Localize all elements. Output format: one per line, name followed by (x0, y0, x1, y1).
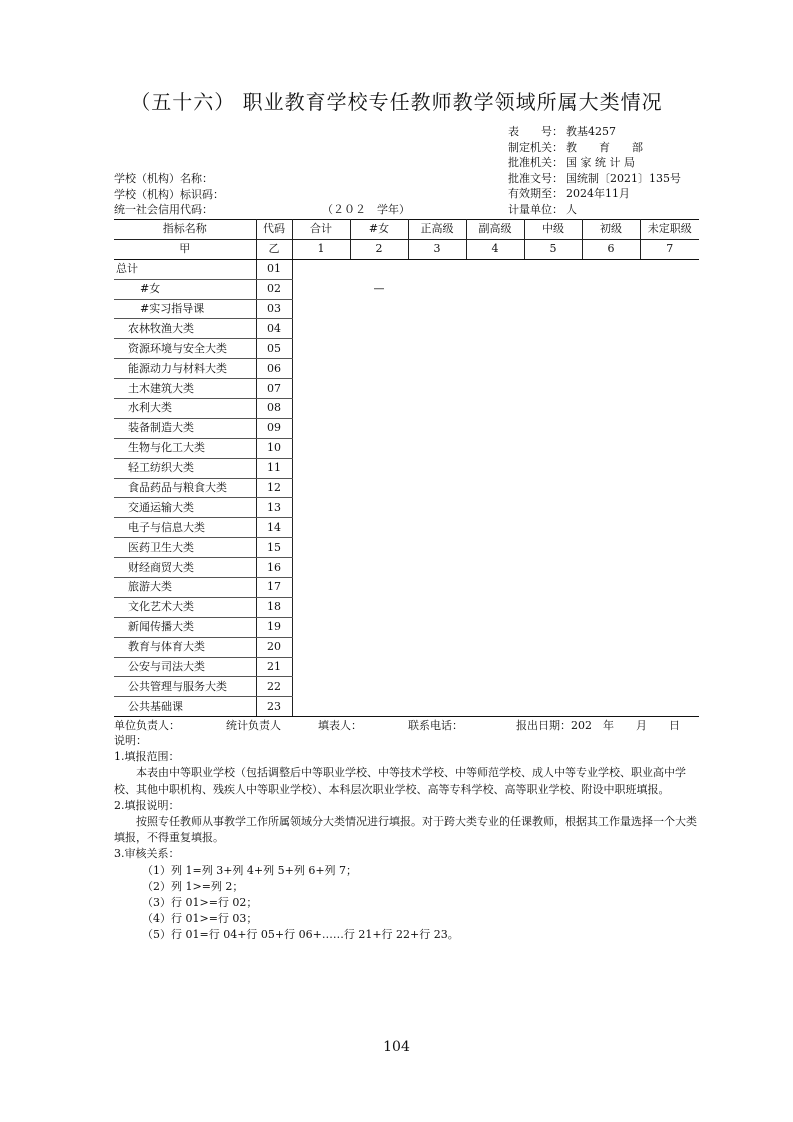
data-cell[interactable] (466, 498, 524, 518)
data-cell[interactable] (640, 518, 699, 538)
data-cell[interactable] (524, 518, 582, 538)
row-code: 09 (256, 418, 292, 438)
indicator-name: 公共基础课 (114, 697, 256, 717)
table-row (114, 578, 699, 598)
table-row (114, 617, 699, 637)
data-cell[interactable] (582, 438, 640, 458)
meta-value: 2024年11月 (566, 187, 630, 200)
meta-label: 有效期至： (508, 187, 563, 200)
indicator-name: 电子与信息大类 (114, 518, 256, 538)
data-cell[interactable] (350, 259, 408, 279)
data-cell[interactable] (466, 379, 524, 399)
data-cell[interactable] (350, 538, 408, 558)
data-cell[interactable] (582, 379, 640, 399)
row-code: 01 (256, 259, 292, 279)
indicator-name: #实习指导课 (114, 299, 256, 319)
table-row (114, 518, 699, 538)
indicator-name: 公安与司法大类 (114, 657, 256, 677)
column-subheader: 4 (466, 239, 524, 259)
section-title: 3.审核关系： (114, 847, 180, 861)
data-cell[interactable] (408, 458, 466, 478)
meta-row (508, 202, 681, 218)
data-cell[interactable] (524, 617, 582, 637)
data-cell[interactable] (292, 478, 350, 498)
data-cell[interactable] (292, 379, 350, 399)
column-header: 代码 (256, 220, 292, 240)
table-row (114, 558, 699, 578)
table-row (114, 538, 699, 558)
column-header: 合计 (292, 220, 350, 240)
row-code: 10 (256, 438, 292, 458)
data-cell[interactable] (582, 558, 640, 578)
meta-label: 制定机关： (508, 140, 563, 154)
row-code: 08 (256, 399, 292, 419)
data-cell[interactable] (350, 359, 408, 379)
table-row (114, 637, 699, 657)
table-row (114, 478, 699, 498)
meta-value: 国统制〔2021〕135号 (566, 171, 681, 185)
data-cell[interactable] (350, 578, 408, 598)
row-code: 04 (256, 319, 292, 339)
meta-label: 批准机关： (508, 156, 563, 169)
data-cell[interactable] (292, 458, 350, 478)
subheader-row (114, 239, 699, 259)
row-code: 03 (256, 299, 292, 319)
data-cell[interactable] (408, 697, 466, 717)
data-cell[interactable] (582, 697, 640, 717)
data-cell[interactable]: — (373, 282, 385, 296)
row-code: 14 (256, 518, 292, 538)
data-cell[interactable] (640, 617, 699, 637)
data-cell[interactable] (408, 399, 466, 419)
data-cell[interactable] (640, 637, 699, 657)
data-cell[interactable] (524, 418, 582, 438)
indicator-name: 旅游大类 (114, 578, 256, 598)
column-subheader: 7 (640, 239, 699, 259)
row-code: 11 (256, 458, 292, 478)
data-cell[interactable] (466, 657, 524, 677)
row-code: 23 (256, 697, 292, 717)
data-cell[interactable] (524, 458, 582, 478)
data-cell[interactable] (292, 538, 350, 558)
data-cell[interactable] (582, 518, 640, 538)
data-cell[interactable] (292, 359, 350, 379)
data-cell[interactable] (408, 538, 466, 558)
unit-head-label: 单位负责人： (114, 719, 180, 732)
data-cell[interactable] (466, 518, 524, 538)
column-header: 副高级 (466, 220, 524, 240)
data-cell[interactable] (408, 279, 466, 299)
column-subheader: 甲 (114, 239, 256, 259)
indicator-name: 农林牧渔大类 (114, 319, 256, 339)
data-cell[interactable] (640, 299, 699, 319)
indicator-name: #女 (114, 279, 256, 299)
data-cell[interactable] (640, 677, 699, 697)
indicator-name: 轻工纺织大类 (114, 458, 256, 478)
column-header: #女 (350, 220, 408, 240)
data-cell[interactable] (524, 379, 582, 399)
indicator-name: 资源环境与安全大类 (114, 339, 256, 359)
indicator-name: 交通运输大类 (114, 498, 256, 518)
check-rule: （1）列 1=列 3+列 4+列 5+列 6+列 7； (142, 863, 358, 877)
data-cell[interactable] (292, 518, 350, 538)
phone-label: 联系电话： (408, 719, 463, 732)
data-cell[interactable] (640, 339, 699, 359)
table-row (114, 259, 699, 279)
data-cell[interactable] (524, 478, 582, 498)
column-header: 初级 (582, 220, 640, 240)
data-cell[interactable] (466, 578, 524, 598)
column-subheader: 乙 (256, 239, 292, 259)
section-title: 1.填报范围： (114, 750, 180, 764)
section-title: 2.填报说明： (114, 798, 180, 812)
meta-value: 教基4257 (566, 125, 616, 138)
credit-code-label: 统一社会信用代码： (114, 203, 213, 216)
data-cell[interactable] (524, 677, 582, 697)
filler-label: 填表人： (318, 719, 362, 732)
data-cell[interactable] (350, 379, 408, 399)
data-cell[interactable] (292, 438, 350, 458)
table-row (114, 379, 699, 399)
data-cell[interactable] (292, 657, 350, 677)
form-meta-right (508, 124, 681, 217)
row-code: 13 (256, 498, 292, 518)
indicator-name: 公共管理与服务大类 (114, 677, 256, 697)
data-cell[interactable] (350, 458, 408, 478)
table-row (114, 279, 699, 299)
table-row (114, 458, 699, 478)
data-cell[interactable] (524, 697, 582, 717)
data-cell[interactable] (408, 299, 466, 319)
data-cell[interactable] (640, 578, 699, 598)
column-header: 指标名称 (114, 220, 256, 240)
check-rule: （3）行 01>=行 02； (142, 896, 258, 910)
data-cell[interactable] (408, 657, 466, 677)
data-cell[interactable] (466, 319, 524, 339)
data-cell[interactable] (582, 637, 640, 657)
data-cell[interactable] (640, 379, 699, 399)
data-cell[interactable] (466, 339, 524, 359)
data-cell[interactable] (466, 259, 524, 279)
table-row (114, 438, 699, 458)
data-cell[interactable] (408, 438, 466, 458)
meta-row (508, 186, 681, 202)
page-number: 104 (383, 1039, 410, 1055)
data-cell[interactable] (466, 478, 524, 498)
report-date-label: 报出日期：202 年 月 日 (516, 719, 680, 732)
data-cell[interactable] (292, 578, 350, 598)
data-cell[interactable] (640, 458, 699, 478)
check-rule: （4）行 01>=行 03； (142, 912, 258, 926)
data-cell[interactable] (292, 299, 350, 319)
school-name-label: 学校（机构）名称： (114, 172, 213, 185)
data-cell[interactable] (350, 657, 408, 677)
indicator-name: 教育与体育大类 (114, 637, 256, 657)
indicator-name: 医药卫生大类 (114, 538, 256, 558)
table-row (114, 319, 699, 339)
data-cell[interactable] (350, 518, 408, 538)
data-cell[interactable] (408, 319, 466, 339)
data-cell[interactable] (350, 319, 408, 339)
data-cell[interactable] (582, 279, 640, 299)
data-cell[interactable] (582, 597, 640, 617)
data-cell[interactable] (524, 498, 582, 518)
data-cell[interactable] (408, 498, 466, 518)
data-cell[interactable] (582, 299, 640, 319)
data-cell[interactable] (350, 339, 408, 359)
column-header: 中级 (524, 220, 582, 240)
data-cell[interactable] (466, 418, 524, 438)
data-cell[interactable] (466, 597, 524, 617)
data-cell[interactable] (524, 657, 582, 677)
column-header: 未定职级 (640, 220, 699, 240)
data-cell[interactable] (640, 259, 699, 279)
table-row (114, 359, 699, 379)
data-cell[interactable] (408, 578, 466, 598)
data-cell[interactable] (466, 359, 524, 379)
page-title: （五十六） 职业教育学校专任教师教学领域所属大类情况 (130, 90, 663, 114)
data-cell[interactable] (640, 657, 699, 677)
table-row (114, 299, 699, 319)
data-cell[interactable] (524, 578, 582, 598)
data-cell[interactable] (350, 399, 408, 419)
data-cell[interactable] (292, 339, 350, 359)
check-rule: （2）列 1>=列 2； (142, 879, 244, 893)
data-cell[interactable] (466, 617, 524, 637)
data-cell[interactable] (466, 637, 524, 657)
column-subheader: 5 (524, 239, 582, 259)
data-cell[interactable] (524, 399, 582, 419)
data-cell[interactable] (582, 538, 640, 558)
data-cell[interactable] (292, 279, 350, 299)
data-cell[interactable] (466, 438, 524, 458)
data-cell[interactable] (582, 617, 640, 637)
data-cell[interactable] (582, 399, 640, 419)
data-cell[interactable] (524, 259, 582, 279)
notes-heading: 说明： (114, 734, 147, 747)
row-code: 15 (256, 538, 292, 558)
row-code: 05 (256, 339, 292, 359)
data-cell[interactable] (350, 498, 408, 518)
data-cell[interactable] (582, 478, 640, 498)
data-cell[interactable] (524, 339, 582, 359)
meta-value: 国 家 统 计 局 (566, 156, 635, 169)
indicator-name: 新闻传播大类 (114, 617, 256, 637)
row-code: 21 (256, 657, 292, 677)
column-header: 正高级 (408, 220, 466, 240)
data-cell[interactable] (350, 697, 408, 717)
meta-value: 人 (566, 202, 577, 216)
data-cell[interactable] (408, 617, 466, 637)
data-cell[interactable] (524, 319, 582, 339)
data-cell[interactable] (292, 498, 350, 518)
data-cell[interactable] (640, 359, 699, 379)
data-cell[interactable] (350, 558, 408, 578)
data-cell[interactable] (408, 259, 466, 279)
data-cell[interactable] (640, 319, 699, 339)
meta-label: 表 号： (508, 125, 563, 138)
indicator-name: 财经商贸大类 (114, 558, 256, 578)
indicator-name: 食品药品与粮食大类 (114, 478, 256, 498)
row-code: 18 (256, 597, 292, 617)
meta-row (508, 124, 681, 140)
row-code: 22 (256, 677, 292, 697)
data-cell[interactable] (292, 617, 350, 637)
data-cell[interactable] (350, 597, 408, 617)
indicator-name: 文化艺术大类 (114, 597, 256, 617)
data-cell[interactable] (640, 697, 699, 717)
header-row (114, 220, 699, 240)
data-cell[interactable] (466, 558, 524, 578)
row-code: 06 (256, 359, 292, 379)
table-row (114, 697, 699, 717)
data-cell[interactable] (292, 637, 350, 657)
data-cell[interactable] (524, 359, 582, 379)
indicator-name: 生物与化工大类 (114, 438, 256, 458)
data-cell[interactable] (292, 677, 350, 697)
check-rule: （5）行 01=行 04+行 05+行 06+……行 21+行 22+行 23。 (142, 928, 459, 942)
data-table (114, 219, 699, 717)
meta-row (508, 155, 681, 171)
meta-label: 批准文号： (508, 171, 563, 185)
data-cell[interactable] (292, 697, 350, 717)
stat-head-label: 统计负责人 (226, 719, 281, 732)
table-row (114, 339, 699, 359)
data-cell[interactable] (408, 339, 466, 359)
data-cell[interactable] (640, 597, 699, 617)
data-cell[interactable] (640, 538, 699, 558)
data-cell[interactable] (524, 558, 582, 578)
data-cell[interactable] (466, 299, 524, 319)
data-cell[interactable] (408, 558, 466, 578)
meta-value: 教 育 部 (566, 140, 643, 154)
data-cell[interactable] (408, 359, 466, 379)
row-code: 12 (256, 478, 292, 498)
notes-section (114, 733, 699, 944)
data-cell[interactable] (582, 359, 640, 379)
data-cell[interactable] (350, 677, 408, 697)
data-cell[interactable] (292, 558, 350, 578)
data-cell[interactable] (292, 319, 350, 339)
data-cell[interactable] (292, 597, 350, 617)
data-cell[interactable] (524, 299, 582, 319)
data-cell[interactable] (408, 418, 466, 438)
data-cell[interactable] (524, 279, 582, 299)
indicator-name: 总计 (114, 259, 256, 279)
table-row (114, 677, 699, 697)
school-year: （２０２ 学年） (322, 203, 410, 216)
indicator-name: 装备制造大类 (114, 418, 256, 438)
data-cell[interactable] (524, 538, 582, 558)
data-cell[interactable] (350, 438, 408, 458)
meta-row (508, 140, 681, 156)
data-cell[interactable] (640, 478, 699, 498)
data-cell[interactable] (582, 677, 640, 697)
data-cell[interactable] (466, 399, 524, 419)
data-cell[interactable] (582, 339, 640, 359)
data-cell[interactable] (582, 319, 640, 339)
data-cell[interactable] (408, 637, 466, 657)
row-code: 20 (256, 637, 292, 657)
data-cell[interactable] (350, 299, 408, 319)
data-cell[interactable] (524, 597, 582, 617)
data-cell[interactable] (582, 578, 640, 598)
data-cell[interactable] (408, 677, 466, 697)
row-code: 07 (256, 379, 292, 399)
data-cell[interactable] (582, 498, 640, 518)
data-cell[interactable] (466, 538, 524, 558)
column-subheader: 6 (582, 239, 640, 259)
school-code-label: 学校（机构）标识码： (114, 187, 224, 201)
indicator-name: 土木建筑大类 (114, 379, 256, 399)
data-cell[interactable] (292, 259, 350, 279)
data-cell[interactable] (640, 438, 699, 458)
table-row (114, 657, 699, 677)
data-cell[interactable] (350, 478, 408, 498)
data-cell[interactable] (292, 399, 350, 419)
column-subheader: 3 (408, 239, 466, 259)
row-code: 17 (256, 578, 292, 598)
table-row (114, 597, 699, 617)
data-cell[interactable] (640, 498, 699, 518)
data-cell[interactable] (408, 478, 466, 498)
table-row (114, 418, 699, 438)
data-cell[interactable] (524, 438, 582, 458)
data-cell[interactable] (640, 399, 699, 419)
data-cell[interactable] (466, 458, 524, 478)
data-cell[interactable] (350, 418, 408, 438)
data-cell[interactable] (640, 279, 699, 299)
data-cell[interactable] (408, 597, 466, 617)
data-cell[interactable] (408, 518, 466, 538)
row-code: 19 (256, 617, 292, 637)
data-cell[interactable] (582, 259, 640, 279)
data-cell[interactable] (640, 558, 699, 578)
data-cell[interactable] (466, 677, 524, 697)
section-body: 按照专任教师从事教学工作所属领域分大类情况进行填报。对于跨大类专业的任课教师，根据其工作量选择一个大类填报，不得重复填报。 (114, 815, 697, 845)
column-subheader: 1 (292, 239, 350, 259)
column-subheader: 2 (350, 239, 408, 259)
indicator-name: 水利大类 (114, 399, 256, 419)
table-row (114, 498, 699, 518)
data-cell[interactable] (582, 458, 640, 478)
data-cell[interactable] (640, 418, 699, 438)
data-cell[interactable] (466, 279, 524, 299)
data-cell[interactable] (466, 697, 524, 717)
row-code: 16 (256, 558, 292, 578)
data-cell[interactable] (582, 657, 640, 677)
section-body: 本表由中等职业学校（包括调整后中等职业学校、中等技术学校、中等师范学校、成人中等专业学校、职业高中学校、其他中职机构、残疾人中等职业学校）、本科层次职业学校、高等专科学校、高等职业学校、附设中职班填报。 (114, 766, 686, 796)
meta-label: 计量单位： (508, 202, 563, 216)
data-cell[interactable] (350, 637, 408, 657)
data-cell[interactable] (408, 379, 466, 399)
row-code: 02 (256, 279, 292, 299)
data-cell[interactable] (524, 637, 582, 657)
data-cell[interactable] (582, 418, 640, 438)
meta-row (508, 171, 681, 187)
data-cell[interactable] (292, 418, 350, 438)
data-cell[interactable] (350, 617, 408, 637)
table-row (114, 399, 699, 419)
indicator-name: 能源动力与材料大类 (114, 359, 256, 379)
